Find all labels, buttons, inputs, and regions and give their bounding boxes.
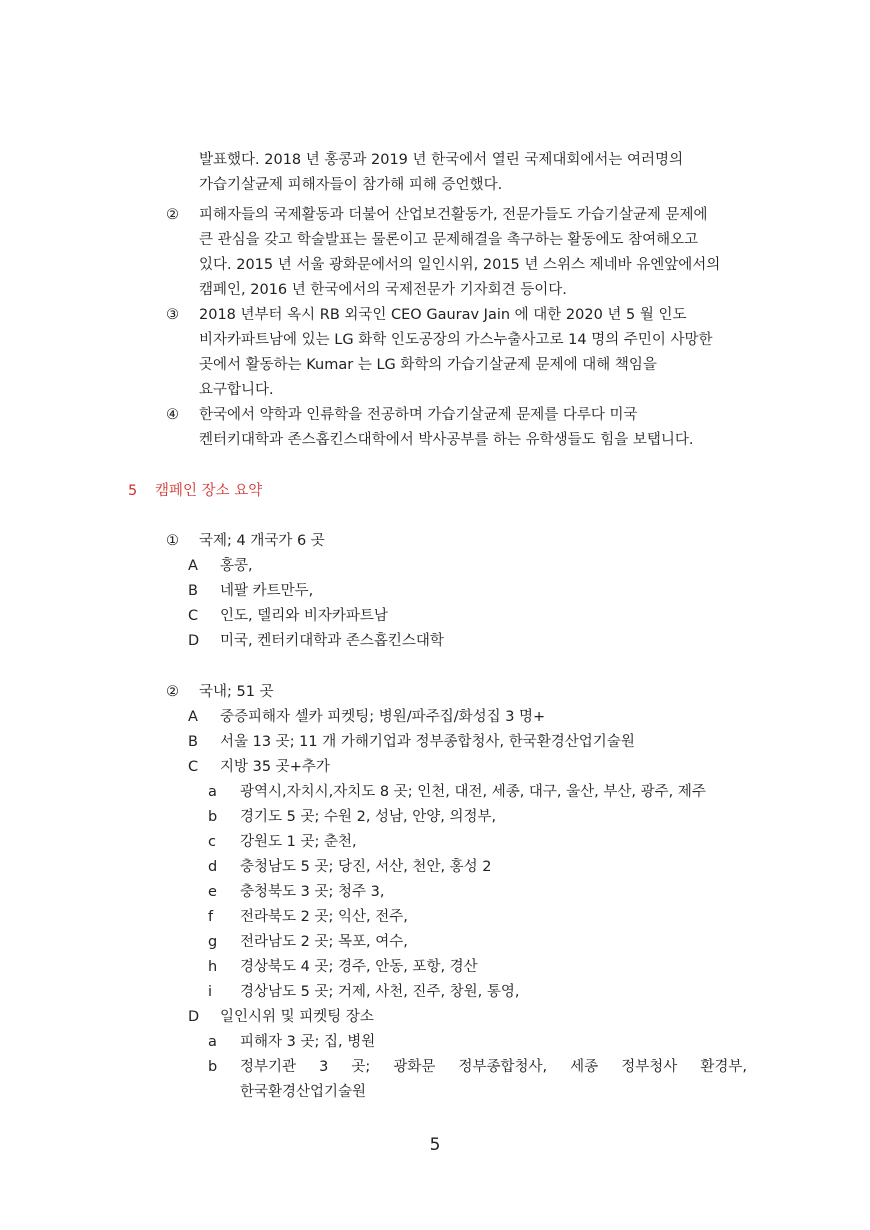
list-marker: C bbox=[188, 608, 199, 624]
justified-line bbox=[240, 1057, 747, 1077]
list-marker: i bbox=[208, 984, 213, 1000]
page-number: 5 bbox=[429, 1135, 441, 1155]
list-marker: g bbox=[208, 934, 218, 950]
paragraph-line: 요구합니다. bbox=[199, 382, 274, 398]
list-item: 충청남도 5 곳; 당진, 서산, 천안, 홍성 2 bbox=[240, 859, 492, 875]
list-item: 전라북도 2 곳; 익산, 전주, bbox=[240, 909, 408, 925]
section-title: 캠페인 장소 요약 bbox=[155, 483, 263, 499]
list-item: 강원도 1 곳; 춘천, bbox=[240, 834, 357, 850]
text-line: 발표했다. 2018 년 홍콩과 2019 년 한국에서 열린 국제대회에서는 여러명의 bbox=[199, 152, 684, 168]
list-item: 인도, 델리와 비자카파트남 bbox=[220, 608, 388, 624]
paragraph-line: 있다. 2015 년 서울 광화문에서의 일인시위, 2015 년 스위스 제네바 유엔앞에서의 bbox=[199, 257, 721, 273]
list-marker: ④ bbox=[166, 407, 179, 423]
list-item: 광역시,자치시,자치도 8 곳; 인천, 대전, 세종, 대구, 울산, 부산, 광주, 제주 bbox=[240, 784, 706, 800]
list-item: 충청북도 3 곳; 청주 3, bbox=[240, 884, 385, 900]
list-item: 피해자 3 곳; 집, 병원 bbox=[240, 1034, 376, 1050]
list-marker: D bbox=[188, 633, 200, 649]
paragraph-line: 캠페인, 2016 년 한국에서의 국제전문가 기자회견 등이다. bbox=[199, 282, 567, 298]
word: 세종 bbox=[570, 1059, 599, 1075]
word: 정부종합청사, bbox=[458, 1059, 548, 1075]
list-marker: a bbox=[208, 784, 217, 800]
word: 정부기관 bbox=[240, 1059, 297, 1075]
paragraph-line: 큰 관심을 갖고 학술발표는 물론이고 문제해결을 촉구하는 활동에도 참여해오고 bbox=[199, 232, 699, 248]
list-marker: a bbox=[208, 1034, 217, 1050]
list-item-continuation: 한국환경산업기술원 bbox=[240, 1084, 367, 1100]
list-item: 일인시위 및 피켓팅 장소 bbox=[220, 1009, 374, 1025]
list-marker: f bbox=[208, 909, 214, 925]
list-item: 전라남도 2 곳; 목포, 여수, bbox=[240, 934, 408, 950]
list-marker: A bbox=[188, 558, 198, 574]
paragraph-line bbox=[199, 150, 747, 170]
list-label: 국내; 51 곳 bbox=[199, 684, 274, 700]
list-label: 국제; 4 개국가 6 곳 bbox=[199, 533, 325, 549]
word: 곳; bbox=[351, 1059, 371, 1075]
paragraph-line: 한국에서 약학과 인류학을 전공하며 가습기살균제 문제를 다루다 미국 bbox=[199, 407, 638, 423]
list-marker: B bbox=[188, 734, 198, 750]
paragraph-line: 비자카파트남에 있는 LG 화학 인도공장의 가스누출사고로 14 명의 주민이 사망한 bbox=[199, 332, 713, 348]
list-marker: e bbox=[208, 884, 217, 900]
word: 정부청사 bbox=[621, 1059, 678, 1075]
list-item: 홍콩, bbox=[220, 558, 253, 574]
list-marker: ① bbox=[166, 533, 179, 549]
word: 3 bbox=[319, 1059, 329, 1075]
word: 광화문 bbox=[393, 1059, 436, 1075]
paragraph-line: 곳에서 활동하는 Kumar 는 LG 화학의 가습기살균제 문제에 대해 책임을 bbox=[199, 357, 657, 373]
section-number: 5 bbox=[128, 483, 138, 499]
list-marker: ② bbox=[166, 207, 179, 223]
list-item: 경기도 5 곳; 수원 2, 성남, 안양, 의정부, bbox=[240, 809, 497, 825]
list-marker: B bbox=[188, 583, 198, 599]
list-item: 경상북도 4 곳; 경주, 안동, 포항, 경산 bbox=[240, 959, 478, 975]
paragraph-line: 가습기살균제 피해자들이 참가해 피해 증언했다. bbox=[199, 177, 503, 193]
list-marker: h bbox=[208, 959, 218, 975]
list-marker: ② bbox=[166, 684, 179, 700]
list-marker: C bbox=[188, 759, 199, 775]
list-item: 네팔 카트만두, bbox=[220, 583, 314, 599]
list-item: 서울 13 곳; 11 개 가해기업과 정부종합청사, 한국환경산업기술원 bbox=[220, 734, 635, 750]
list-marker: A bbox=[188, 709, 198, 725]
list-item: 미국, 켄터키대학과 존스홉킨스대학 bbox=[220, 633, 444, 649]
list-item: 경상남도 5 곳; 거제, 사천, 진주, 창원, 통영, bbox=[240, 984, 520, 1000]
list-marker: b bbox=[208, 809, 218, 825]
list-item: 중증피해자 셀카 피켓팅; 병원/파주집/화성집 3 명+ bbox=[220, 709, 546, 725]
paragraph-line: 켄터키대학과 존스홉킨스대학에서 박사공부를 하는 유학생들도 힘을 보탭니다. bbox=[199, 432, 694, 448]
list-marker: D bbox=[188, 1009, 200, 1025]
list-marker: d bbox=[208, 859, 218, 875]
list-marker: c bbox=[208, 834, 216, 850]
word: 환경부, bbox=[700, 1059, 747, 1075]
list-marker: b bbox=[208, 1059, 218, 1075]
paragraph-line: 피해자들의 국제활동과 더불어 산업보건활동가, 전문가들도 가습기살균제 문제에 bbox=[199, 207, 708, 223]
list-item: 지방 35 곳+추가 bbox=[220, 759, 330, 775]
paragraph-line: 2018 년부터 옥시 RB 외국인 CEO Gaurav Jain 에 대한 2020 년 5 월 인도 bbox=[199, 307, 687, 323]
list-marker: ③ bbox=[166, 307, 179, 323]
